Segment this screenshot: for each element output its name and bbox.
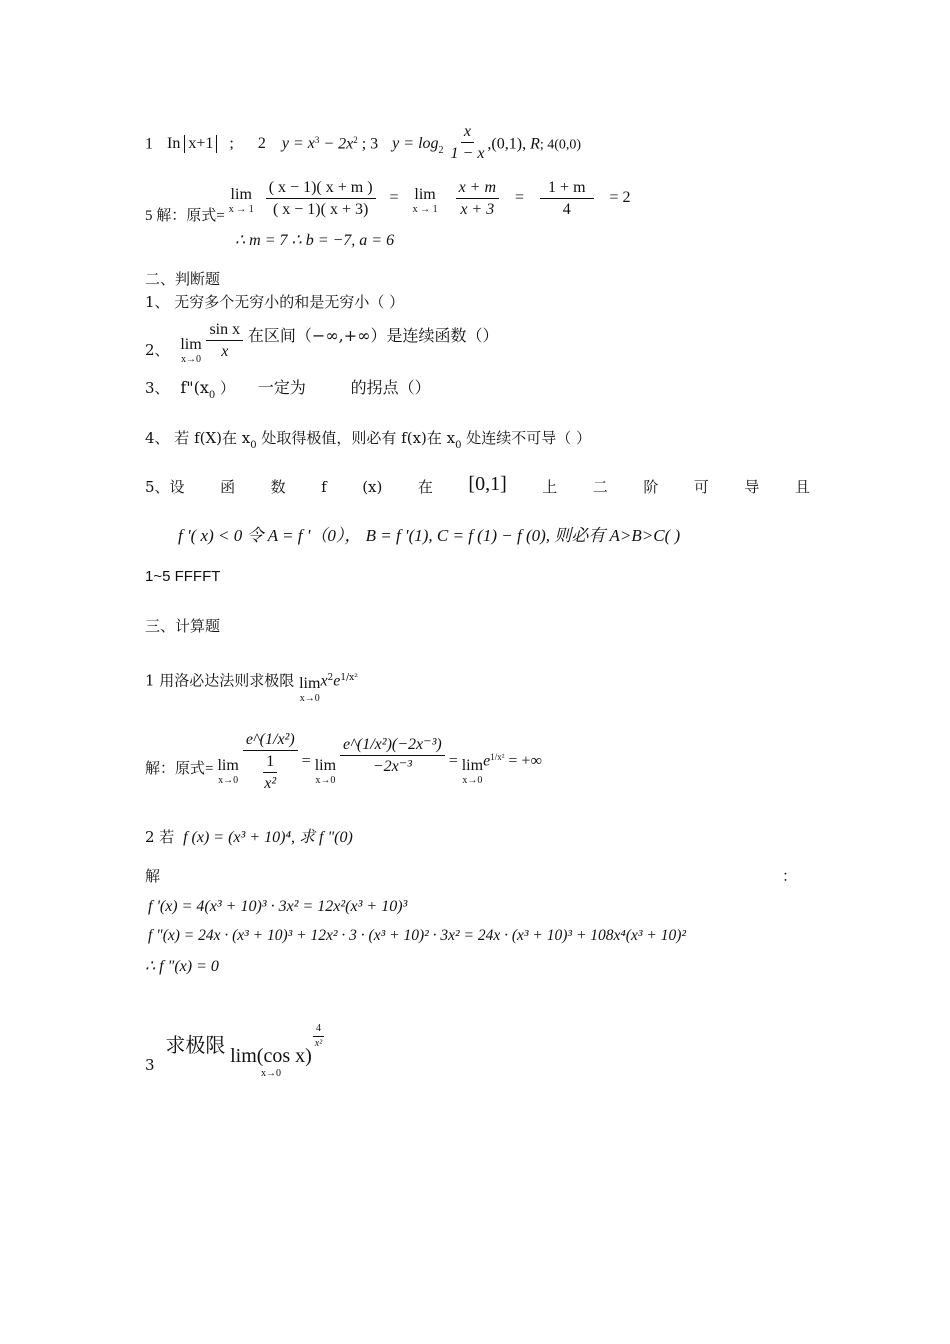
fraction-e-over-inv-x2: $\frac{\text{e\textasciicircum{}(1/x²)}}{\frac{1}{\text{x²}}}$ [243, 730, 298, 794]
question-5: 5、设 函 数 f (x) 在 [0,1] 上 二 阶 可 导 且 [145, 473, 810, 496]
limit-operator: lim(cos x) x→0 [230, 1045, 312, 1079]
question-3: 3、 $f"(x_0$ ） 一定为 的拐点（） [145, 378, 431, 401]
abs-value: x+1 [184, 135, 217, 153]
judgement-answers: 1~5 FFFFT [145, 568, 221, 585]
fraction-1: $\frac{( x - 1)( x + m )}{( x - 1)( x + 3)}$ [266, 178, 376, 219]
problem-1: 1 用洛必达法则求极限 lim x→0 $x^2e^{1/x^2}$ [145, 671, 358, 705]
solution-2-line-1: f '(x) = 4(x³ + 10)³ · 3x² = 12x²(x³ + 10)³ [148, 898, 408, 915]
solution-2-line-2: f "(x) = 24x · (x³ + 10)³ + 12x² · 3 · (x³ + 10)² · 3x² = 24x · (x³ + 10)³ + 108x⁴(x³ + 10)² [148, 927, 687, 944]
limit-operator: lim x → 1 [228, 186, 254, 216]
log-fraction: $\frac{x}{1 - x}$ [450, 123, 485, 163]
limit-operator: lim x→0 [180, 336, 202, 366]
exponent-fraction: $\frac{4}{\text{x²}}$ [314, 1022, 323, 1049]
solution-2-line-3: ∴ f "(x) = 0 [145, 958, 219, 975]
answer-5-conclusion: ∴ m = 7 ∴ b = −7, a = 6 [235, 232, 395, 249]
limit-operator-2: lim x → 1 [412, 186, 438, 216]
limit-operator: lim x→0 [299, 675, 321, 705]
section-3-title: 三、计算题 [145, 617, 221, 635]
section-2-title: 二、判断题 [145, 270, 221, 288]
fraction-derivative: $\frac{\text{e\textasciicircum{}(1/x²)(−2x⁻³)}}{\text{−2x⁻³}}$ [340, 735, 445, 776]
fraction-3: $\frac{1 + m}{4}$ [540, 178, 593, 219]
answers-line-1: 1 In x+1 ; 2 $y = x^3 - 2x^2$ ; 3 $y = \log_2$ $\frac{x}{1 - x}$ ,(0,1), R; 4(0,0) [145, 123, 582, 163]
fraction-2: $\frac{x + m}{x + 3}$ [456, 178, 499, 219]
question-4: 4、 若 f(X)在 $x_0$ 处取得极值，则必有 f(x)在 $x_0$ 处连续不可导（ ） [145, 429, 592, 451]
sin-fraction: $\frac{\text{sin x}}{x}$ [206, 320, 243, 361]
solution-2-label: 解 ： [145, 867, 797, 885]
solution-1: 解：原式= lim x→0 $\frac{\text{e\textasciicircum{}(1/x²)}}{\frac{1}{\text{x²}}}$ = lim x→0 $\frac{\text{e\textasciicircum{}(1/x²)(−2x⁻³)}}{\text{−2x⁻³}}$ = lim x→0 $e^{1/x^2}$ = +∞ [145, 731, 542, 793]
answer-5-line: 5 解：原式= lim x → 1 $\frac{( x - 1)( x + m )}{( x - 1)( x + 3)}$ = lim x → 1 $\frac{x + m}{x + 3}$ = $\frac{1 + m}{4}$ = 2 [145, 179, 631, 225]
question-2: 2、 lim x→0 $\frac{\text{sin x}}{x}$ 在区间（−∞,+∞）是连续函数（） [145, 321, 499, 366]
problem-3: 3 求极限 lim(cos x) x→0 $\frac{4}{\text{x²}}$ [145, 1030, 325, 1066]
question-1: 1、 无穷多个无穷小的和是无穷小（ ） [145, 293, 405, 311]
question-5-condition: f '( x) < 0 令 A = f '（0）， B = f '(1), C = f (1) − f (0), 则必有 A>B>C( ) [178, 526, 681, 545]
problem-2: 2 若 f (x) = (x³ + 10)⁴, 求 f "(0) [145, 828, 353, 846]
